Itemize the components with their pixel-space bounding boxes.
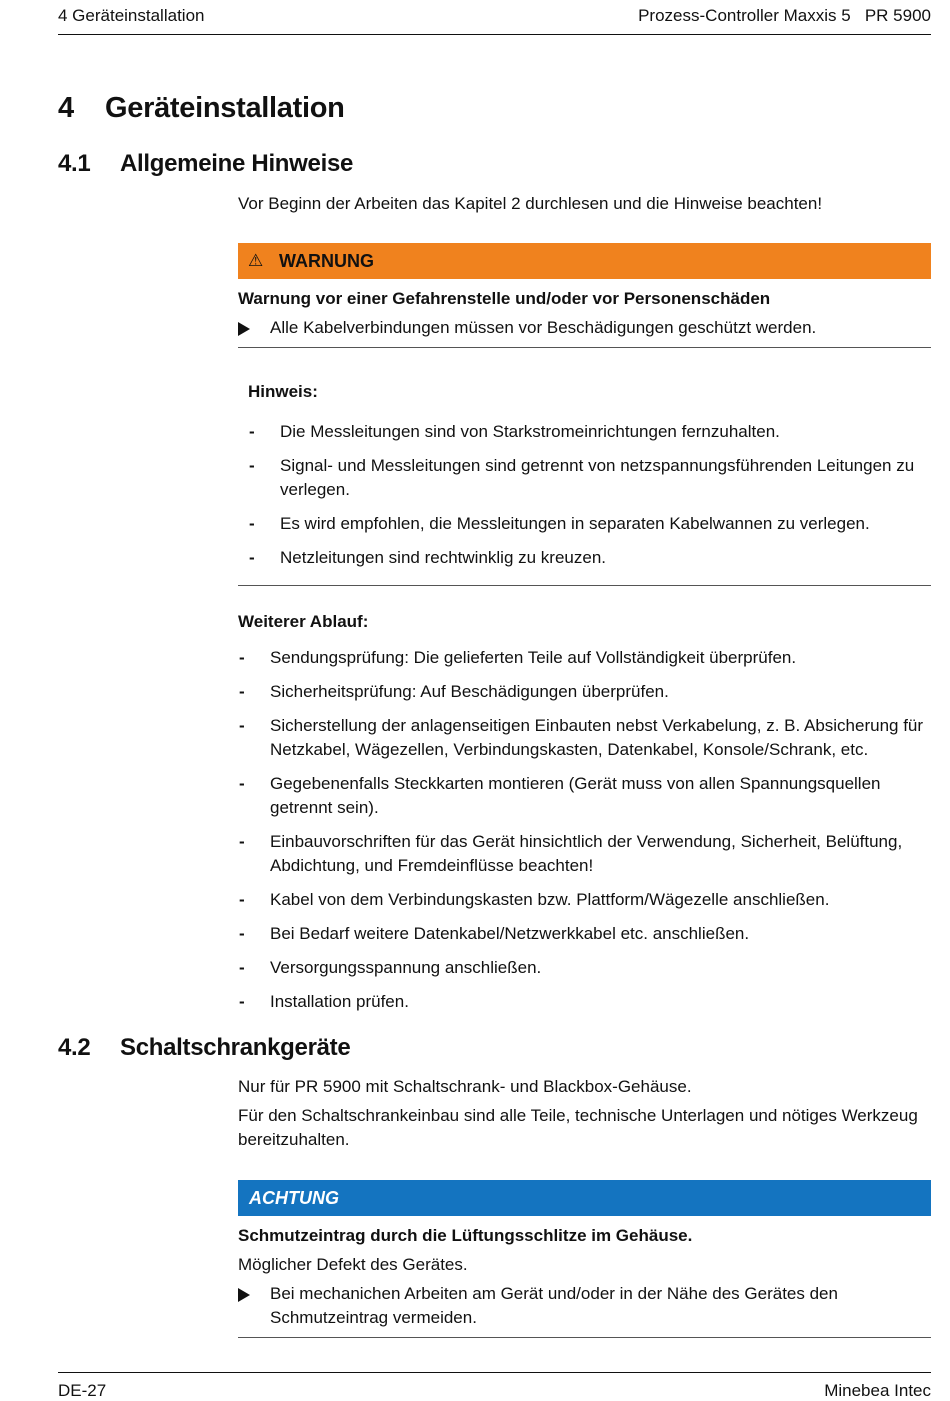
attention-heading: Schmutzeintrag durch die Lüftungsschlitze im Gehäuse. (238, 1226, 693, 1245)
arrow-bullet-icon (238, 322, 250, 336)
attention-action-text: Bei mechanichen Arbeiten am Gerät und/oder in der Nähe des Gerätes den Schmutzeintrag vermeiden. (270, 1284, 838, 1327)
list-item: - Gegebenenfalls Steckkarten montieren (Gerät muss von allen Spannungsquellen getrennt sein). (238, 772, 931, 820)
chapter-title-text: Geräteinstallation (105, 92, 345, 124)
list-item: - Es wird empfohlen, die Messleitungen in separaten Kabelwannen zu verlegen. (248, 512, 931, 536)
section-intro: Vor Beginn der Arbeiten das Kapitel 2 durchlesen und die Hinweise beachten! (238, 194, 823, 213)
chapter-title (58, 92, 345, 125)
section2-para1: Nur für PR 5900 mit Schaltschrank- und Blackbox-Gehäuse. (238, 1077, 692, 1096)
attention-consequence: Möglicher Defekt des Gerätes. (238, 1255, 468, 1274)
warning-banner (238, 243, 931, 279)
running-header-chapter: 4 Geräteinstallation (58, 6, 205, 25)
page-number: DE-27 (58, 1381, 107, 1400)
arrow-bullet-icon (238, 1288, 250, 1302)
product-name: Prozess-Controller Maxxis 5 (638, 6, 851, 25)
warning-heading: Warnung vor einer Gefahrenstelle und/oder vor Personenschäden (238, 289, 771, 308)
attention-divider (238, 1337, 931, 1338)
section-title-text: Schaltschrankgeräte (120, 1034, 351, 1061)
company-name: Minebea Intec (824, 1381, 931, 1400)
section-number: 4.1 (58, 150, 91, 177)
list-item: - Netzleitungen sind rechtwinklig zu kreuzen. (248, 546, 931, 570)
footer-divider (58, 1372, 931, 1373)
list-item: - Signal- und Messleitungen sind getrennt von netzspannungsführenden Leitungen zu verlegen. (248, 454, 931, 502)
list-item: - Bei Bedarf weitere Datenkabel/Netzwerkkabel etc. anschließen. (238, 922, 931, 946)
list-item: - Kabel von dem Verbindungskasten bzw. Plattform/Wägezelle anschließen. (238, 888, 931, 912)
note-title: Hinweis: (248, 382, 318, 401)
procedure-title: Weiterer Ablauf: (238, 612, 369, 631)
attention-label: ACHTUNG (249, 1188, 339, 1208)
section-title-text: Allgemeine Hinweise (120, 150, 354, 177)
list-item: - Versorgungsspannung anschließen. (238, 956, 931, 980)
list-item: - Einbauvorschriften für das Gerät hinsichtlich der Verwendung, Sicherheit, Belüftung, Abdichtung, und Fremdeinflüsse beachten! (238, 830, 931, 878)
header-divider (58, 34, 931, 35)
warning-triangle-icon: ⚠ (248, 251, 264, 270)
running-header-product (638, 6, 931, 26)
chapter-number: 4 (58, 92, 74, 124)
list-item: - Sendungsprüfung: Die gelieferten Teile auf Vollständigkeit überprüfen. (238, 646, 931, 670)
procedure-list (238, 646, 931, 1024)
model-number: PR 5900 (864, 6, 931, 25)
section2-para2: Für den Schaltschrankeinbau sind alle Teile, technische Unterlagen und nötiges Werkzeug bereitzuhalten. (238, 1106, 918, 1149)
note-divider (238, 585, 931, 586)
attention-action (238, 1282, 931, 1330)
list-item: - Die Messleitungen sind von Starkstromeinrichtungen fernzuhalten. (248, 420, 931, 444)
note-list (248, 420, 931, 580)
section-title-4-2 (58, 1034, 350, 1062)
warning-label: WARNUNG (279, 251, 374, 271)
list-item: - Installation prüfen. (238, 990, 931, 1014)
warning-action-text: Alle Kabelverbindungen müssen vor Beschädigungen geschützt werden. (270, 318, 817, 337)
section-number: 4.2 (58, 1034, 91, 1061)
section-title-4-1 (58, 150, 353, 178)
warning-divider (238, 347, 931, 348)
list-item: - Sicherheitsprüfung: Auf Beschädigungen überprüfen. (238, 680, 931, 704)
attention-banner (238, 1180, 931, 1216)
list-item: - Sicherstellung der anlagenseitigen Einbauten nebst Verkabelung, z. B. Absicherung für Netzkabel, Wägezellen, Verbindungskasten, Datenkabel, Konsole/Schrank, etc. (238, 714, 931, 762)
warning-action (238, 316, 931, 340)
